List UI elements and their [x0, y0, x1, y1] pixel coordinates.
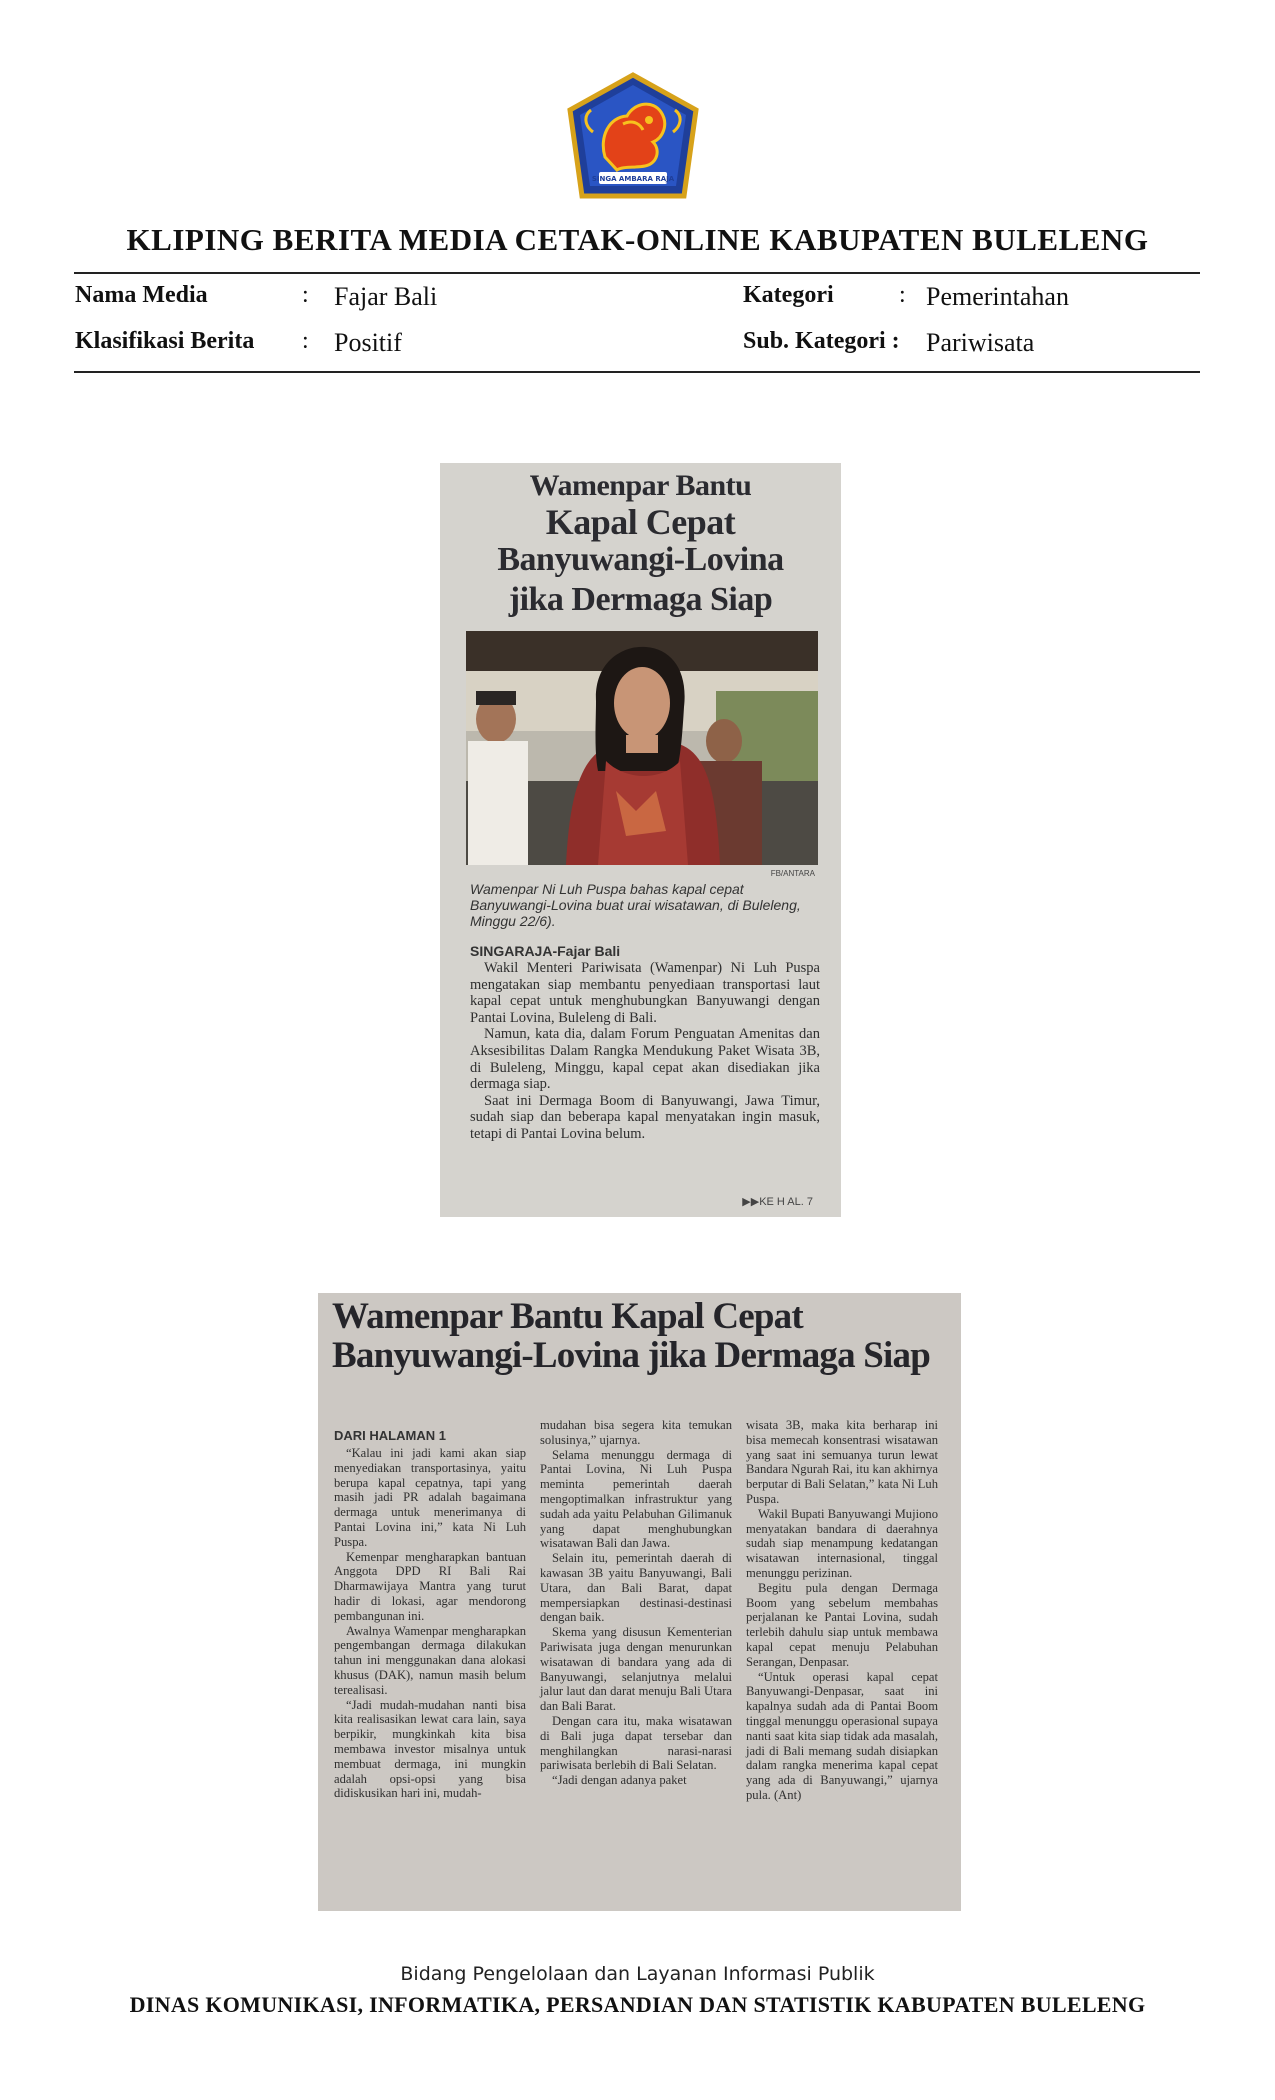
footer-division: Bidang Pengelolaan dan Layanan Informasi Publik	[400, 1963, 875, 1985]
buleleng-crest-logo	[565, 72, 701, 200]
nama-media-value: Fajar Bali	[334, 282, 438, 311]
col3-paragraph: Wakil Bupati Banyuwangi Mujiono menyatakan bandara di daerahnya sudah siap menampung kedatangan wisatawan internasional, tinggal menunggu perizinan.	[746, 1506, 938, 1580]
klasifikasi-colon: :	[302, 328, 309, 354]
col3-paragraph: Begitu pula dengan Dermaga Boom yang sebelum membahas perjalanan ke Pantai Lovina, sudah terlebih dahulu siap untuk membawa kapal cepat menuju Pelabuhan Serangan, Denpasar.	[746, 1580, 938, 1669]
clip2-headline: Wamenpar Bantu Kapal Cepat Banyuwangi-Lovina jika Dermaga Siap	[332, 1296, 931, 1376]
document-title: KLIPING BERITA MEDIA CETAK-ONLINE KABUPATEN BULELENG	[126, 222, 1149, 257]
news-clipping-continuation	[318, 1293, 961, 1911]
clip1-paragraph: Wakil Menteri Pariwisata (Wamenpar) Ni Luh Puspa mengatakan siap membantu penyediaan transportasi laut kapal cepat untuk menghubungkan Banyuwangi dengan Pantai Lovina, Buleleng di Bali.	[470, 960, 820, 1026]
col1-paragraph: “Kalau ini jadi kami akan siap menyediakan transportasinya, yaitu berupa kapal cepatnya, tapi yang masih jadi PR adalah bagaimana dermaga untuk menerimanya di Pantai Lovina ini,” kata Ni Luh Puspa.	[334, 1446, 526, 1549]
clip1-article-body	[470, 960, 820, 1143]
article-column-2	[540, 1418, 732, 1788]
continued-label: KE H AL. 7	[759, 1196, 813, 1208]
col3-paragraph: “Untuk operasi kapal cepat Banyuwangi-Denpasar, saat ini kapalnya sudah ada di Pantai Boom tinggal menunggu operasional supaya nanti saat kita siap tidak ada masalah, jadi di Bali memang sudah disiapkan dalam rangka menerima kapal cepat yang ada di Banyuwangi,” ujarnya pula. (Ant)	[746, 1669, 938, 1802]
col1-paragraph: Kemenpar mengharapkan bantuan Anggota DPD RI Bali Rai Dharmawijaya Mantra yang turut hadir di lokasi, agar mendorong pembangunan ini.	[334, 1549, 526, 1623]
subkategori-label: Sub. Kategori :	[743, 328, 900, 354]
nama-media-colon: :	[302, 282, 309, 308]
svg-text:SINGA AMBARA RAJA: SINGA AMBARA RAJA	[591, 175, 675, 183]
clip1-headline-line-2: Kapal Cepat	[545, 502, 736, 542]
photo-caption: Wamenpar Ni Luh Puspa bahas kapal cepat Banyuwangi-Lovina buat urai wisatawan, di Buleleng, Minggu 22/6).	[470, 881, 801, 929]
forward-arrow-icon: ▶▶	[742, 1196, 760, 1208]
col2-paragraph: mudahan bisa segera kita temukan solusinya,” ujarnya.	[540, 1418, 732, 1447]
clip1-headline-line-4: jika Dermaga Siap	[508, 581, 773, 618]
kategori-colon: :	[899, 282, 906, 308]
col1-paragraph: Awalnya Wamenpar mengharapkan pengembangan dermaga dilakukan tahun ini menggunakan dana alokasi khusus (DAK), namun masih belum terealisasi.	[334, 1623, 526, 1697]
col2-paragraph: Skema yang disusun Kementerian Pariwisata juga dengan menurunkan wisatawan di bandara yang ada di Banyuwangi, selanjutnya melalui jalur laut dan darat menuju Bali Utara dan Bali Barat.	[540, 1625, 732, 1714]
news-clipping-front-page	[440, 463, 841, 1217]
klasifikasi-value: Positif	[334, 328, 402, 357]
nama-media-label: Nama Media	[75, 282, 208, 308]
continued-marker	[742, 1195, 813, 1208]
clip1-paragraph: Namun, kata dia, dalam Forum Penguatan Amenitas dan Aksesibilitas Dalam Rangka Mendukung Paket Wisata 3B, di Buleleng, Minggu, kapal cepat akan disediakan jika dermaga siap.	[470, 1026, 820, 1093]
from-page-label: DARI HALAMAN 1	[334, 1428, 446, 1443]
article-column-1	[334, 1446, 526, 1801]
photo-credit: FB/ANTARA	[770, 869, 815, 878]
col2-paragraph: Selain itu, pemerintah daerah di kawasan 3B yaitu Banyuwangi, Bali Utara, dan Bali Barat, dapat mempersiapkan destinasi-destinasi dengan baik.	[540, 1551, 732, 1625]
kategori-value: Pemerintahan	[926, 282, 1069, 311]
clip1-headline-line-3: Banyuwangi-Lovina	[497, 541, 784, 578]
col2-paragraph: “Jadi dengan adanya paket	[552, 1773, 687, 1788]
article-column-3	[746, 1418, 938, 1803]
header-rule-top	[74, 272, 1200, 274]
col2-paragraph: Selama menunggu dermaga di Pantai Lovina, Ni Luh Puspa meminta pemerintah daerah mengoptimalkan infrastruktur yang sudah ada yaitu Pelabuhan Gilimanuk yang dapat menghubungkan wisatawan Bali dan Jawa.	[540, 1447, 732, 1551]
klasifikasi-label: Klasifikasi Berita	[75, 328, 255, 354]
news-photo	[466, 631, 818, 865]
subkategori-value: Pariwisata	[926, 328, 1035, 357]
clip1-headline-line-1: Wamenpar Bantu	[529, 469, 752, 502]
clip1-paragraph: Saat ini Dermaga Boom di Banyuwangi, Jawa Timur, sudah siap dan beberapa kapal menyatakan ingin masuk, tetapi di Pantai Lovina belum.	[470, 1092, 820, 1142]
col2-paragraph: Dengan cara itu, maka wisatawan di Bali juga dapat tersebar dan menghilangkan narasi-narasi pariwisata berlebih di Bali Selatan.	[540, 1713, 732, 1773]
col3-paragraph: wisata 3B, maka kita berharap ini bisa memecah konsentrasi wisatawan yang saat ini semuanya turun lewat Bandara Ngurah Rai, itu kan akhirnya berputar di Bali Selatan,” kata Ni Luh Puspa.	[746, 1418, 938, 1506]
dateline: SINGARAJA-Fajar Bali	[470, 943, 621, 959]
footer-agency: DINAS KOMUNIKASI, INFORMATIKA, PERSANDIAN DAN STATISTIK KABUPATEN BULELENG	[129, 1992, 1146, 2017]
header-rule-bottom	[74, 371, 1200, 373]
kategori-label: Kategori	[743, 282, 834, 308]
col1-paragraph: “Jadi mudah-mudahan nanti bisa kita realisasikan lewat cara lain, saya berpikir, mungkinkah kita bisa membawa investor misalnya untuk membuat dermaga, ini mungkin adalah opsi-opsi yang bisa didiskusikan hari ini, mudah-	[334, 1697, 526, 1801]
